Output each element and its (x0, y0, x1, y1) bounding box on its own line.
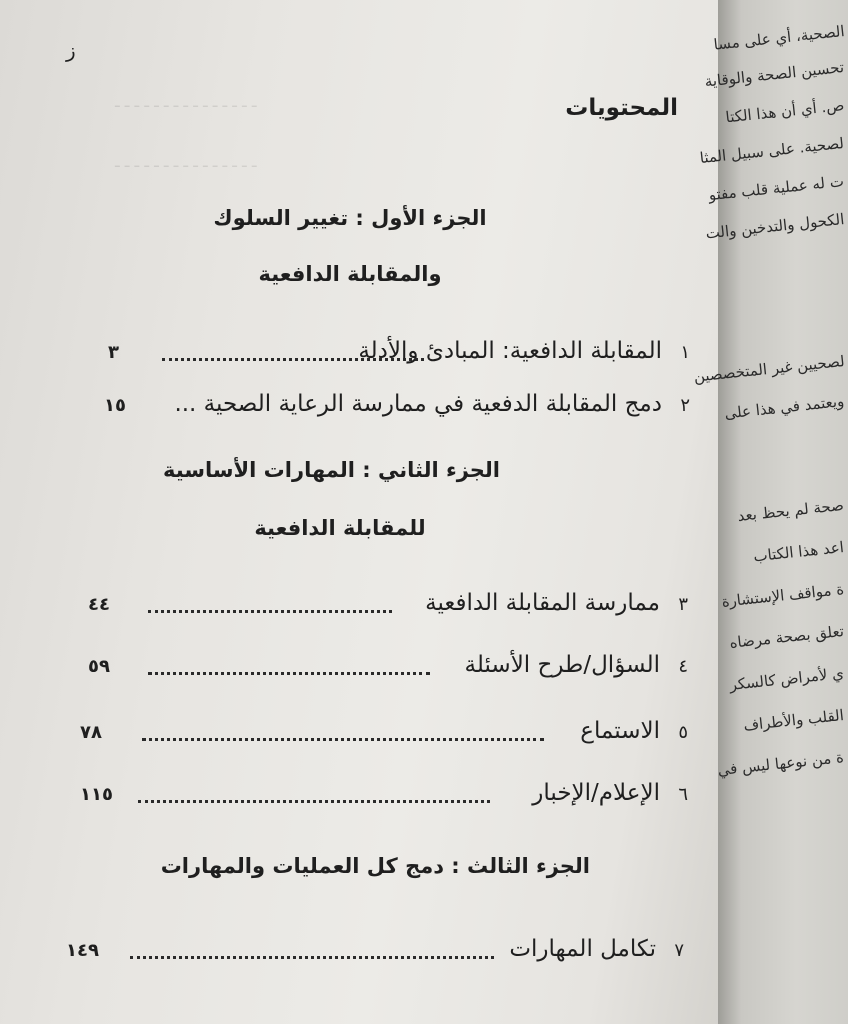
facing-page-line: ي لأمراض كالسكر (729, 664, 845, 694)
chapter-title: الإعلام/الإخبار (532, 780, 660, 806)
chapter-number: ١ (680, 342, 690, 363)
dot-leader (162, 358, 424, 361)
chapter-page: ١٤٩ (66, 940, 99, 961)
facing-page-line: ص. أي أن هذا الكتا (724, 96, 845, 127)
dot-leader (130, 956, 494, 959)
chapter-number: ٤ (678, 656, 688, 677)
chapter-number: ٧ (674, 940, 684, 961)
part-two-heading-line1: الجزء الثاني : المهارات الأساسية (163, 458, 500, 482)
facing-page (692, 0, 848, 1024)
chapter-title: دمج المقابلة الدفعية في ممارسة الرعاية الصحية ... (174, 391, 662, 417)
dot-leader (148, 672, 430, 675)
facing-page-line: الكحول والتدخين والت (704, 210, 845, 243)
chapter-page: ١١٥ (80, 784, 113, 805)
chapter-page: ٧٨ (80, 722, 102, 743)
chapter-title: تكامل المهارات (509, 936, 656, 962)
chapter-page: ٥٩ (88, 656, 110, 677)
chapter-page: ١٥ (104, 395, 126, 416)
facing-page-line: تحسين الصحة والوقاية (703, 58, 845, 91)
bleed-through-text: ـ ـ ـ ـ ـ ـ ـ ـ ـ ـ ـ ـ ـ ـ ـ (115, 92, 257, 111)
facing-page-line: اعد هذا الكتاب (752, 538, 845, 566)
facing-page-line: القلب والأطراف (742, 706, 845, 735)
chapter-number: ٦ (678, 784, 688, 805)
facing-page-line: الصحية، أي على مسا (712, 22, 845, 54)
facing-page-line: تعلق بصحة مرضاه (728, 622, 845, 652)
facing-page-line: ويعتمد في هذا على (723, 392, 845, 423)
chapter-title: الاستماع (580, 718, 660, 744)
facing-page-line: ت له عملية قلب مفتو (708, 172, 845, 205)
bleed-through-text: ـ ـ ـ ـ ـ ـ ـ ـ ـ ـ ـ ـ ـ ـ ـ (115, 152, 257, 171)
page-number-letter: ز (66, 38, 76, 62)
toc-entry[interactable] (80, 718, 688, 754)
part-three-heading: الجزء الثالث : دمج كل العمليات والمهارات (160, 854, 590, 878)
chapter-number: ٣ (678, 594, 688, 615)
chapter-number: ٥ (678, 722, 688, 743)
toc-entry[interactable] (66, 936, 684, 972)
chapter-page: ٤٤ (88, 594, 110, 615)
contents-heading: المحتويات (565, 95, 678, 121)
facing-page-line: ة مواقف الإستشارة (720, 580, 845, 611)
part-one-heading-line1: الجزء الأول : تغيير السلوك (213, 206, 487, 230)
facing-page-line: لصحية. على سبيل المثا (699, 134, 845, 168)
toc-entry[interactable] (100, 391, 690, 427)
chapter-title: ممارسة المقابلة الدافعية (425, 590, 660, 616)
facing-page-line: صحة لم يحظ بعد (736, 496, 845, 526)
facing-page-line: ة من نوعها ليس في (717, 748, 845, 780)
dot-leader (148, 610, 392, 613)
dot-leader (138, 800, 490, 803)
part-two-heading-line2: للمقابلة الدافعية (254, 516, 426, 540)
part-one-heading-line2: والمقابلة الدافعية (258, 262, 442, 286)
dot-leader (142, 738, 544, 741)
toc-entry[interactable] (80, 780, 688, 816)
chapter-number: ٢ (680, 395, 690, 416)
facing-page-line: لصحيين غير المتخصصين (692, 352, 845, 386)
toc-entry[interactable] (88, 590, 688, 626)
toc-entry[interactable] (88, 652, 688, 688)
toc-entry[interactable] (100, 338, 690, 374)
chapter-title: السؤال/طرح الأسئلة (464, 652, 660, 678)
chapter-page: ٣ (108, 342, 119, 363)
chapter-title: المقابلة الدافعية: المبادئ والأدلة (358, 338, 662, 364)
